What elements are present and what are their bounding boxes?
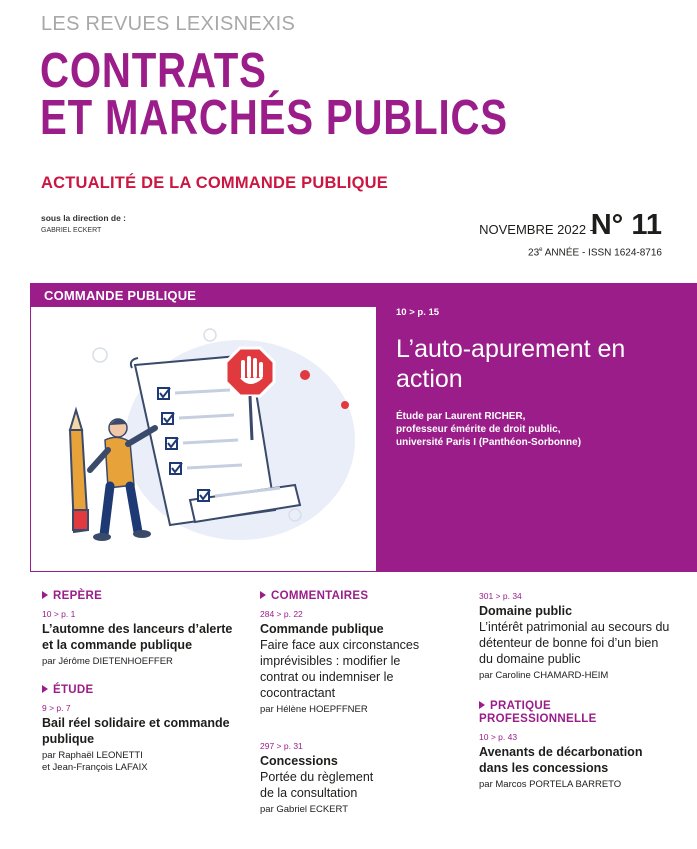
section-heading-label: REPÈRE: [53, 590, 103, 602]
feature-author-line: Étude par Laurent RICHER,: [396, 411, 526, 422]
journal-title-line1: CONTRATS: [40, 44, 267, 98]
section-heading-label: COMMENTAIRES: [271, 590, 369, 602]
year-number: 23: [528, 247, 540, 259]
triangle-icon: [42, 685, 48, 693]
issn-text: ANNÉE - ISSN 1624-8716: [542, 247, 662, 259]
issue-month: NOVEMBRE 2022 -: [479, 222, 594, 237]
article-title[interactable]: Concessions: [260, 754, 338, 768]
toc-column-3: [479, 590, 689, 791]
article-description: Portée du règlement de la consultation: [260, 770, 374, 800]
feature-author: [396, 410, 676, 449]
article-byline: par Hélène HOEPFFNER: [260, 704, 368, 715]
triangle-icon: [260, 591, 266, 599]
section-heading-label: ÉTUDE: [53, 684, 94, 696]
toc-column-2: [260, 590, 475, 816]
feature-section-band: [30, 283, 376, 307]
feature-section-label: COMMANDE PUBLIQUE: [44, 288, 197, 303]
article-title[interactable]: L’automne des lanceurs d’alerte et la commande publique: [42, 622, 233, 652]
article-byline-line: par Raphaël LEONETTI: [42, 750, 143, 761]
checklist-illustration: [60, 310, 370, 565]
article-title[interactable]: Bail réel solidaire et commande publique: [42, 716, 230, 746]
issue-meta: [528, 247, 662, 258]
article-byline: [42, 750, 242, 774]
section-heading-pratique: [479, 700, 689, 726]
toc-column-1: [42, 590, 242, 774]
feature-author-line: université Paris I (Panthéon-Sorbonne): [396, 437, 582, 448]
article-byline: par Jérôme DIETENHOEFFER: [42, 656, 173, 667]
article-reference: 10 > p. 43: [479, 732, 518, 742]
feature-author-line: professeur émérite de droit public,: [396, 424, 561, 435]
article-byline: par Gabriel ECKERT: [260, 804, 348, 815]
article-reference: 301 > p. 34: [479, 591, 522, 601]
issue-number: N° 11: [590, 209, 662, 241]
article-byline: par Caroline CHAMARD-HEIM: [479, 670, 609, 681]
section-heading-repere: [42, 590, 242, 603]
feature-title[interactable]: L’auto-apurement en action: [396, 335, 626, 393]
article-reference: 297 > p. 31: [260, 741, 303, 751]
article-reference: 9 > p. 7: [42, 703, 71, 713]
journal-title: [40, 44, 508, 145]
article-description: Faire face aux circonstances imprévisibles : modifier le contrat ou indemniser le cocontractant: [260, 638, 420, 700]
journal-subtitle: ACTUALITÉ DE LA COMMANDE PUBLIQUE: [41, 174, 388, 192]
article-reference: 10 > p. 1: [42, 609, 76, 619]
article-title[interactable]: Avenants de décarbonation dans les concessions: [479, 745, 643, 775]
direction-label: sous la direction de :: [41, 213, 127, 223]
section-heading-etude: [42, 684, 242, 697]
article-byline-line: et Jean-François LAFAIX: [42, 762, 148, 773]
publisher-name: LES REVUES LEXISNEXIS: [41, 13, 296, 35]
section-heading-label: PRATIQUE: [490, 700, 551, 712]
triangle-icon: [479, 701, 485, 709]
feature-panel: [376, 283, 697, 572]
article-title[interactable]: Domaine public: [479, 604, 573, 618]
triangle-icon: [42, 591, 48, 599]
feature-reference: 10 > p. 15: [396, 307, 440, 318]
section-heading-label: PROFESSIONNELLE: [479, 713, 597, 725]
article-reference: 284 > p. 22: [260, 609, 303, 619]
article-description: L’intérêt patrimonial au secours du détenteur de bonne foi d’un bien du domaine public: [479, 620, 670, 666]
section-heading-commentaires: [260, 590, 475, 603]
director-name: GABRIEL ECKERT: [41, 227, 102, 234]
article-title[interactable]: Commande publique: [260, 622, 384, 636]
year-suffix: e: [539, 247, 543, 253]
journal-title-line2: ET MARCHÉS PUBLICS: [40, 91, 508, 145]
article-byline: par Marcos PORTELA BARRETO: [479, 779, 622, 790]
